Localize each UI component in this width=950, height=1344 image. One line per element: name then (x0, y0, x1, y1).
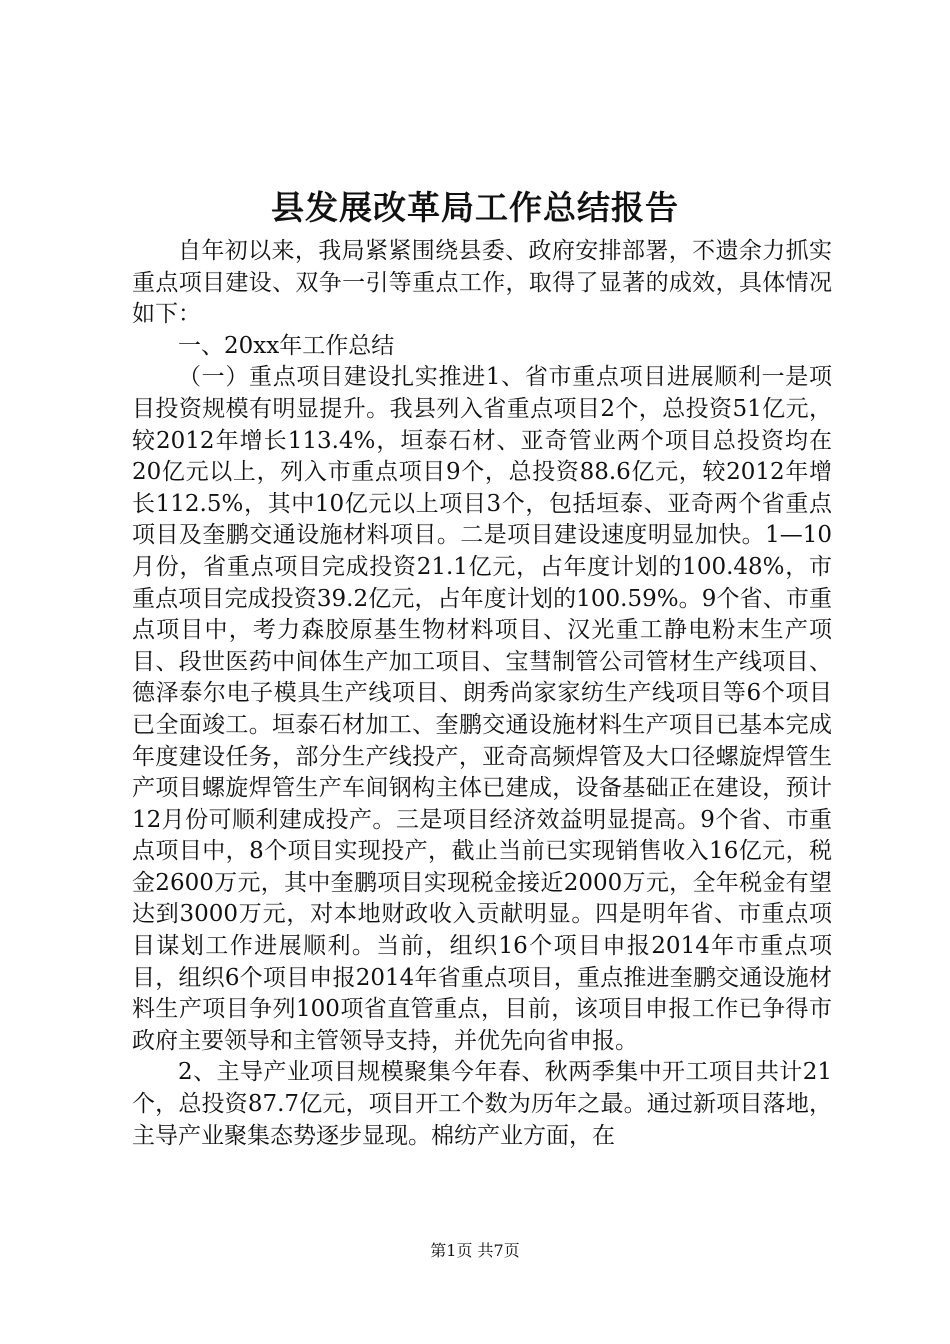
document-title: 县发展改革局工作总结报告 (271, 188, 679, 227)
page-number: 第1页 共7页 (430, 1241, 520, 1260)
section-heading: 一、20xx年工作总结 (178, 332, 395, 359)
paragraph-intro: 自年初以来，我局紧紧围绕县委、政府安排部署，不遗余力抓实重点项目建设、双争一引等重点工作，取得了显著的成效，具体情况如下： (132, 238, 832, 328)
paragraph-industry-projects: 2、主导产业项目规模聚集今年春、秋两季集中开工项目共计21个，总投资87.7亿元，项目开工个数为历年之最。通过新项目落地，主导产业聚集态势逐步显现。棉纺产业方面，在 (132, 1059, 832, 1149)
document-body (132, 236, 832, 1152)
paragraph-key-projects: （一）重点项目建设扎实推进1、省市重点项目进展顺利一是项目投资规模有明显提升。我县列入省重点项目2个，总投资51亿元，较2012年增长113.4%，垣泰石材、亚奇管业两个项目总投资均在20亿元以上，列入市重点项目9个，总投资88.6亿元，较2012年增长112.5%，其中10亿元以上项目3个，包括垣泰、亚奇两个省重点项目及奎鹏交通设施材料项目。二是项目建设速度明显加快。1—10月份，省重点项目完成投资21.1亿元，占年度计划的100.48%，市重点项目完成投资39.2亿元，占年度计划的100.59%。9个省、市重点项目中，考力森胶原基生物材料项目、汉光重工静电粉末生产项目、段世医药中间体生产加工项目、宝彗制管公司管材生产线项目、德泽泰尔电子模具生产线项目、朗秀尚家家纺生产线项目等6个项目已全面竣工。垣泰石材加工、奎鹏交通设施材料生产项目已基本完成年度建设任务，部分生产线投产，亚奇高频焊管及大口径螺旋焊管生产项目螺旋焊管生产车间钢构主体已建成，设备基础正在建设，预计12月份可顺利建成投产。三是项目经济效益明显提高。9个省、市重点项目中，8个项目实现投产，截止当前已实现销售收入16亿元，税金2600万元，其中奎鹏项目实现税金接近2000万元，全年税金有望达到3000万元，对本地财政收入贡献明显。四是明年省、市重点项目谋划工作进展顺利。当前，组织16个项目申报2014年市重点项目，组织6个项目申报2014年省重点项目，重点推进奎鹏交通设施材料生产项目争列100项省直管重点，目前，该项目申报工作已争得市政府主要领导和主管领导支持，并优先向省申报。 (132, 364, 832, 1054)
